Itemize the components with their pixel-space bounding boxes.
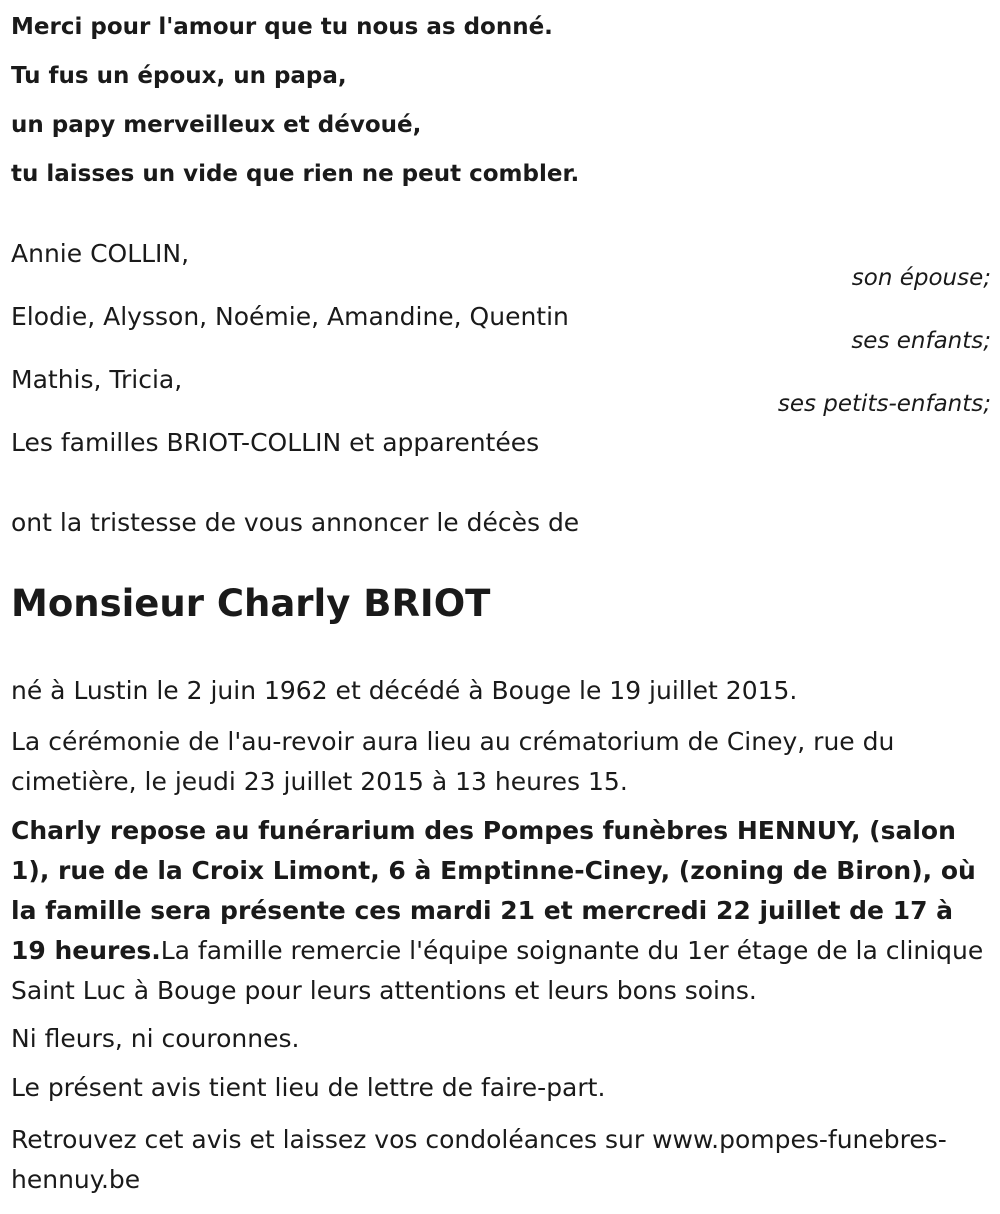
family-role-children: ses enfants; <box>851 328 991 354</box>
poem-line-3: un papy merveilleux et dévoué, <box>11 112 422 138</box>
poem-line-2: Tu fus un époux, un papa, <box>11 63 347 89</box>
family-member-spouse: Annie COLLIN, <box>11 239 190 268</box>
family-member-grandchildren: Mathis, Tricia, <box>11 365 183 394</box>
family-member-families: Les familles BRIOT-COLLIN et apparentées <box>11 428 540 457</box>
funerarium-details: Charly repose au funérarium des Pompes funèbres HENNUY, (salon 1), rue de la Croix Limont, 6 à Emptinne-Ciney, (zoning de Biron), où la famille sera présente ces mardi 21 et mercredi 22 juillet de 17 à 19 heures. <box>11 816 976 965</box>
deceased-name: Monsieur Charly BRIOT <box>11 582 491 625</box>
website-paragraph: Retrouvez cet avis et laissez vos condoléances sur www.pompes-funebres-hennuy.be <box>11 1125 947 1194</box>
poem-line-4: tu laisses un vide que rien ne peut combler. <box>11 161 580 187</box>
family-role-spouse: son épouse; <box>851 265 991 291</box>
flowers-paragraph: Ni fleurs, ni couronnes. <box>11 1024 300 1053</box>
ceremony-paragraph: La cérémonie de l'au-revoir aura lieu au crématorium de Ciney, rue du cimetière, le jeudi 23 juillet 2015 à 13 heures 15. <box>11 727 895 796</box>
notice-paragraph: Le présent avis tient lieu de lettre de faire-part. <box>11 1073 606 1102</box>
thanks-text: La famille remercie l'équipe soignante du 1er étage de la clinique Saint Luc à Bouge pour leurs attentions et leurs bons soins. <box>11 936 984 1005</box>
announcement-text: ont la tristesse de vous annoncer le décès de <box>11 508 580 537</box>
birth-death-paragraph: né à Lustin le 2 juin 1962 et décédé à Bouge le 19 juillet 2015. <box>11 676 798 705</box>
family-role-grandchildren: ses petits-enfants; <box>777 391 991 417</box>
family-member-children: Elodie, Alysson, Noémie, Amandine, Quentin <box>11 302 569 331</box>
poem-line-1: Merci pour l'amour que tu nous as donné. <box>11 14 553 40</box>
funerarium-paragraph <box>11 811 991 1011</box>
